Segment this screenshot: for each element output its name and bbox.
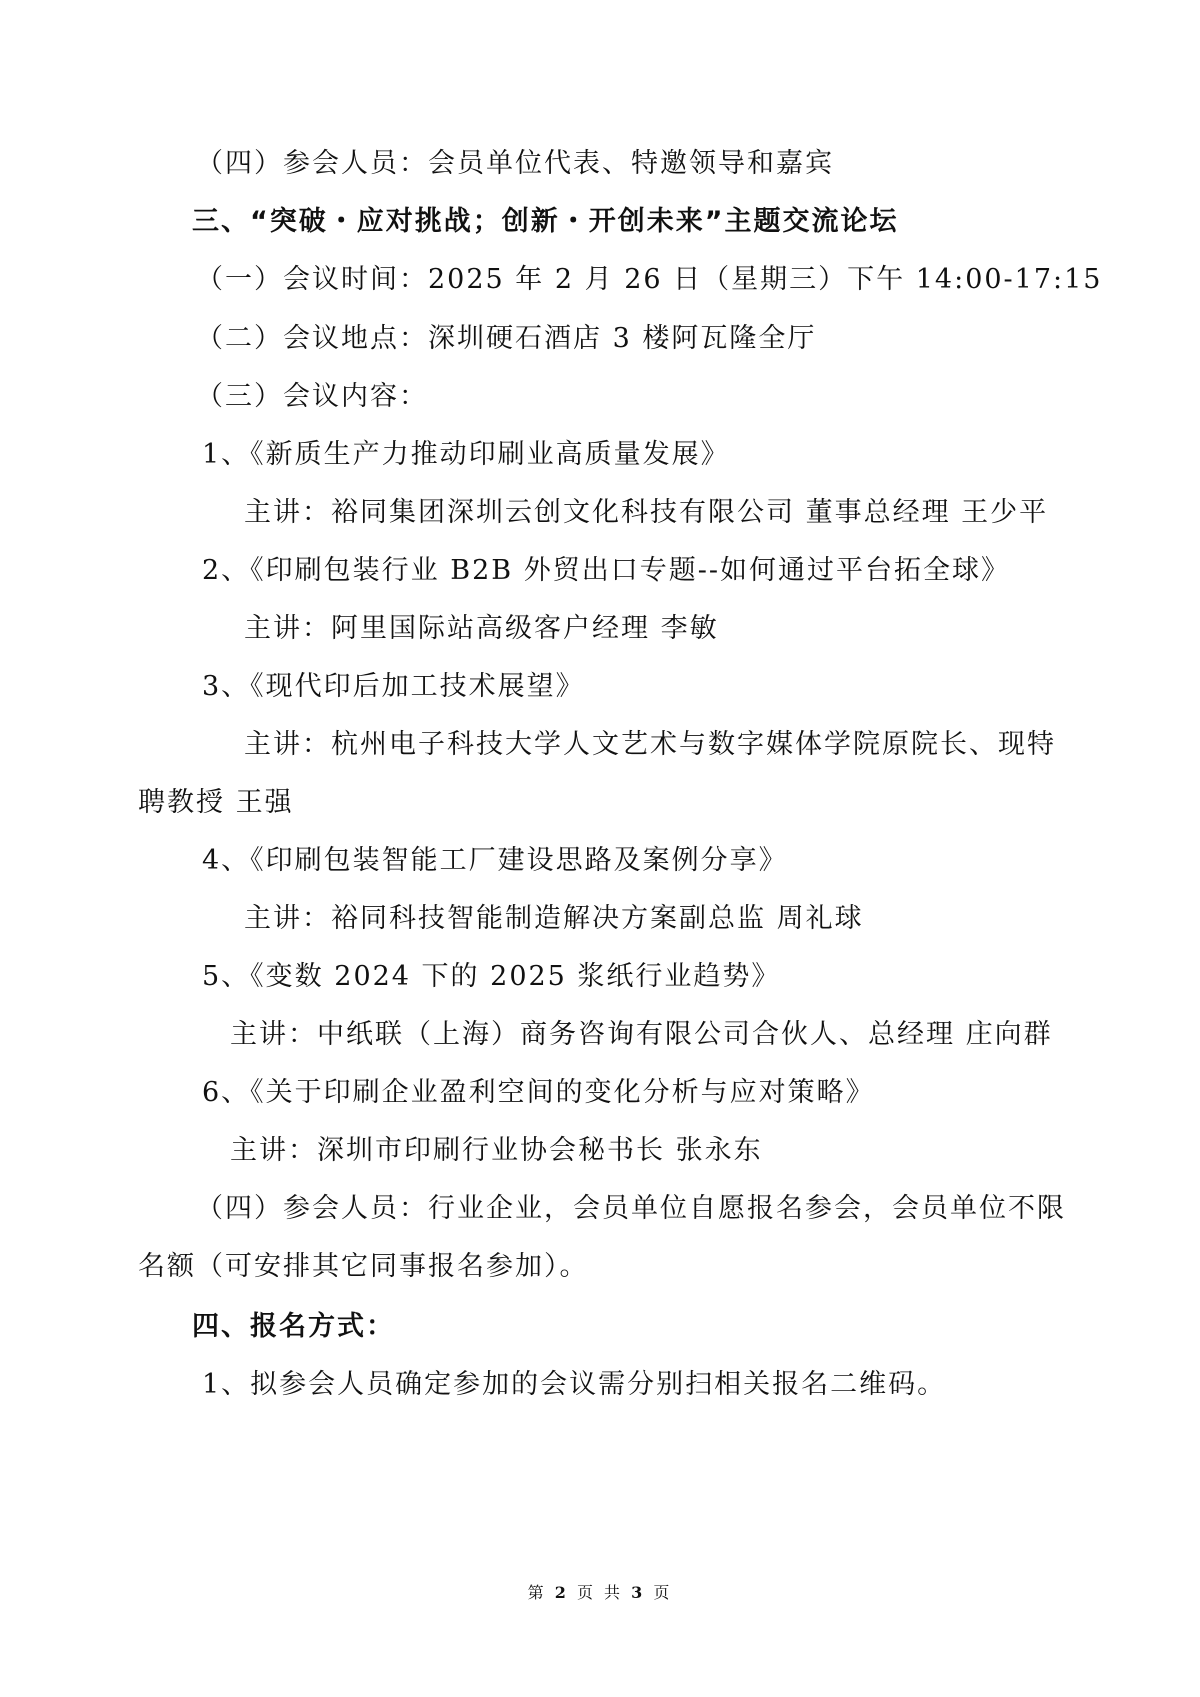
footer-middle: 页 共 — [576, 1583, 624, 1602]
speaker-3-line-2: 聘教授 王强 — [138, 787, 294, 818]
attendees-line-2: （四）参会人员：行业企业，会员单位自愿报名参会，会员单位不限 — [196, 1193, 1066, 1224]
footer-total-pages: 3 — [631, 1583, 646, 1602]
meeting-time: （一）会议时间：2025 年 2 月 26 日（星期三）下午 14:00-17:15 — [196, 264, 1103, 295]
topic-3: 3、《现代印后加工技术展望》 — [202, 671, 585, 702]
meeting-location: （二）会议地点：深圳硬石酒店 3 楼阿瓦隆全厅 — [196, 323, 817, 354]
topic-5: 5、《变数 2024 下的 2025 浆纸行业趋势》 — [202, 961, 781, 992]
section-four-heading: 四、报名方式： — [192, 1311, 395, 1342]
page-footer — [0, 1582, 1200, 1604]
footer-current-page: 2 — [554, 1583, 569, 1602]
speaker-1: 主讲：裕同集团深圳云创文化科技有限公司 董事总经理 王少平 — [244, 497, 1049, 528]
topic-6: 6、《关于印刷企业盈利空间的变化分析与应对策略》 — [202, 1077, 875, 1108]
topic-4: 4、《印刷包装智能工厂建设思路及案例分享》 — [202, 845, 788, 876]
topic-1: 1、《新质生产力推动印刷业高质量发展》 — [202, 439, 730, 470]
speaker-3-line-1: 主讲：杭州电子科技大学人文艺术与数字媒体学院原院长、现特 — [244, 729, 1056, 760]
attendees-line-1: （四）参会人员：会员单位代表、特邀领导和嘉宾 — [196, 148, 834, 179]
footer-prefix: 第 — [527, 1583, 547, 1602]
section-three-heading: 三、“突破・应对挑战；创新・开创未来”主题交流论坛 — [192, 206, 899, 237]
speaker-4: 主讲：裕同科技智能制造解决方案副总监 周礼球 — [244, 903, 864, 934]
meeting-content-label: （三）会议内容： — [196, 381, 428, 412]
speaker-6: 主讲：深圳市印刷行业协会秘书长 张永东 — [230, 1135, 763, 1166]
speaker-2: 主讲：阿里国际站高级客户经理 李敏 — [244, 613, 719, 644]
footer-suffix: 页 — [653, 1583, 673, 1602]
topic-2: 2、《印刷包装行业 B2B 外贸出口专题--如何通过平台拓全球》 — [202, 555, 1010, 586]
speaker-5: 主讲：中纸联（上海）商务咨询有限公司合伙人、总经理 庄向群 — [230, 1019, 1053, 1050]
registration-step-1: 1、拟参会人员确定参加的会议需分别扫相关报名二维码。 — [202, 1369, 947, 1400]
attendees-line-3: 名额（可安排其它同事报名参加）。 — [138, 1251, 589, 1282]
